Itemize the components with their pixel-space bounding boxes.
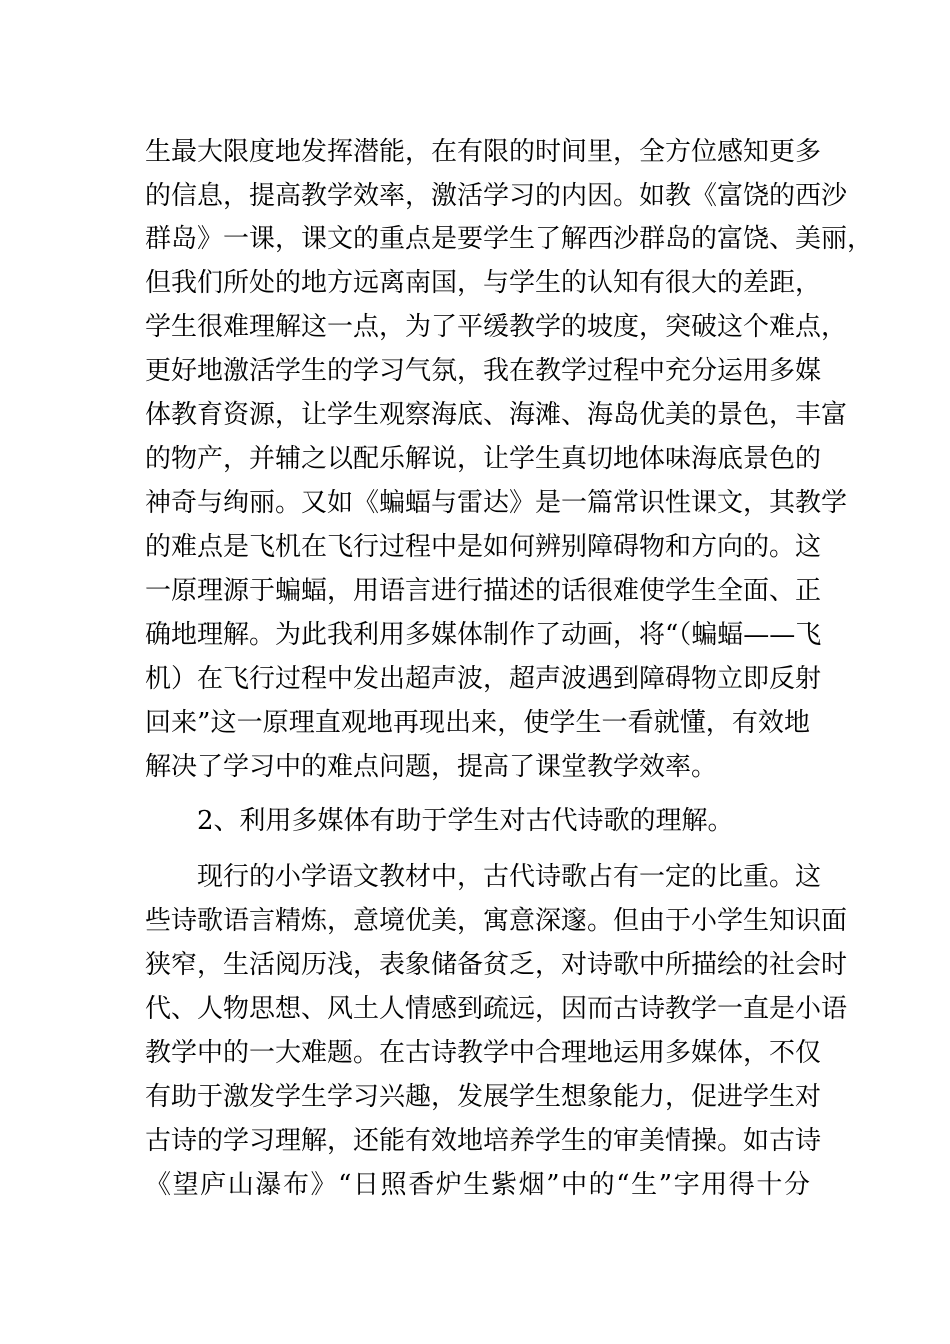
text-line: 的难点是飞机在飞行过程中是如何辨别障碍物和方向的。这 [145, 532, 822, 562]
text-line: 的物产，并辅之以配乐解说，让学生真切地体味海底景色的 [145, 444, 822, 474]
text-line: 《望庐山瀑布》“日照香炉生紫烟”中的“生”字用得十分 [145, 1170, 810, 1200]
text-line: 更好地激活学生的学习气氛，我在教学过程中充分运用多媒 [145, 356, 822, 386]
section-heading: 2、利用多媒体有助于学生对古代诗歌的理解。 [197, 806, 734, 836]
text-line: 群岛》一课，课文的重点是要学生了解西沙群岛的富饶、美丽， [145, 224, 874, 254]
text-line: 回来”这一原理直观地再现出来，使学生一看就懂，有效地 [145, 708, 810, 738]
text-line: 狭窄，生活阅历浅，表象储备贫乏，对诗歌中所描绘的社会时 [145, 950, 848, 980]
text-line: 生最大限度地发挥潜能，在有限的时间里，全方位感知更多 [145, 137, 822, 167]
text-line: 教学中的一大难题。在古诗教学中合理地运用多媒体，不仅 [145, 1038, 822, 1068]
text-line: 有助于激发学生学习兴趣，发展学生想象能力，促进学生对 [145, 1082, 822, 1112]
text-line: 解决了学习中的难点问题，提高了课堂教学效率。 [145, 752, 718, 782]
text-line: 神奇与绚丽。又如《蝙蝠与雷达》是一篇常识性课文，其教学 [145, 488, 848, 518]
text-line: 学生很难理解这一点，为了平缓教学的坡度，突破这个难点， [145, 312, 848, 342]
text-line: 代、人物思想、风土人情感到疏远，因而古诗教学一直是小语 [145, 994, 848, 1024]
text-line: 机）在飞行过程中发出超声波，超声波遇到障碍物立即反射 [145, 664, 822, 694]
text-line: 现行的小学语文教材中，古代诗歌占有一定的比重。这 [197, 862, 822, 892]
text-line: 确地理解。为此我利用多媒体制作了动画，将“（蝙蝠——飞 [145, 620, 822, 650]
text-line: 体教育资源，让学生观察海底、海滩、海岛优美的景色，丰富 [145, 400, 848, 430]
text-line: 但我们所处的地方远离南国，与学生的认知有很大的差距， [145, 268, 822, 298]
text-line: 古诗的学习理解，还能有效地培养学生的审美情操。如古诗 [145, 1126, 822, 1156]
text-line: 些诗歌语言精炼，意境优美，寓意深邃。但由于小学生知识面 [145, 906, 848, 936]
text-line: 一原理源于蝙蝠，用语言进行描述的话很难使学生全面、正 [145, 576, 822, 606]
text-line: 的信息，提高教学效率，激活学习的内因。如教《富饶的西沙 [145, 181, 848, 211]
